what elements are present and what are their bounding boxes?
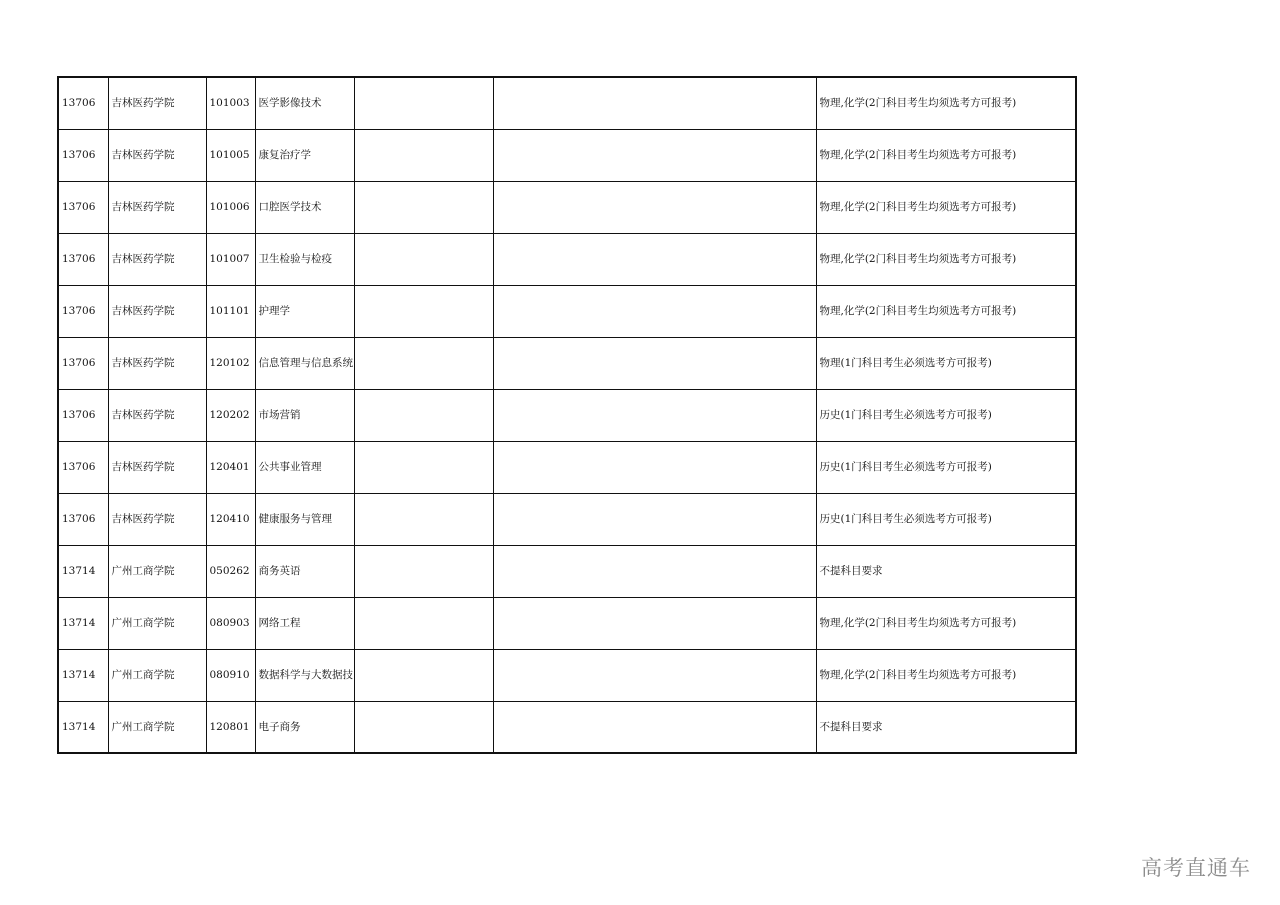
subject-requirement-cell: 物理,化学(2门科目考生均须选考方可报考) bbox=[816, 233, 1076, 285]
institution-code-cell: 13714 bbox=[58, 545, 108, 597]
blank-cell bbox=[493, 77, 816, 129]
blank-cell bbox=[354, 389, 493, 441]
table-row bbox=[58, 649, 1076, 701]
institution-name-cell: 广州工商学院 bbox=[108, 597, 206, 649]
blank-cell bbox=[354, 285, 493, 337]
blank-cell bbox=[354, 649, 493, 701]
table-row bbox=[58, 545, 1076, 597]
blank-cell bbox=[354, 441, 493, 493]
table-row bbox=[58, 233, 1076, 285]
subject-requirement-cell: 物理(1门科目考生必须选考方可报考) bbox=[816, 337, 1076, 389]
subject-requirement-cell: 物理,化学(2门科目考生均须选考方可报考) bbox=[816, 285, 1076, 337]
major-name-cell: 网络工程 bbox=[255, 597, 354, 649]
blank-cell bbox=[354, 181, 493, 233]
watermark: 高考直通车 bbox=[1141, 856, 1251, 880]
blank-cell bbox=[354, 493, 493, 545]
subject-requirement-cell: 历史(1门科目考生必须选考方可报考) bbox=[816, 441, 1076, 493]
table-row bbox=[58, 441, 1076, 493]
institution-name-cell: 吉林医药学院 bbox=[108, 337, 206, 389]
institution-name-cell: 吉林医药学院 bbox=[108, 285, 206, 337]
blank-cell bbox=[493, 285, 816, 337]
major-code-cell: 101006 bbox=[206, 181, 255, 233]
subject-requirement-cell: 物理,化学(2门科目考生均须选考方可报考) bbox=[816, 181, 1076, 233]
institution-name-cell: 广州工商学院 bbox=[108, 701, 206, 753]
blank-cell bbox=[493, 181, 816, 233]
blank-cell bbox=[354, 337, 493, 389]
major-name-cell: 市场营销 bbox=[255, 389, 354, 441]
major-code-cell: 120102 bbox=[206, 337, 255, 389]
institution-name-cell: 吉林医药学院 bbox=[108, 129, 206, 181]
blank-cell bbox=[493, 389, 816, 441]
subject-requirement-cell: 历史(1门科目考生必须选考方可报考) bbox=[816, 389, 1076, 441]
subject-requirement-cell: 不提科目要求 bbox=[816, 545, 1076, 597]
blank-cell bbox=[354, 129, 493, 181]
major-name-cell: 电子商务 bbox=[255, 701, 354, 753]
subject-requirements-table bbox=[57, 76, 1077, 754]
institution-name-cell: 广州工商学院 bbox=[108, 545, 206, 597]
major-name-cell: 健康服务与管理 bbox=[255, 493, 354, 545]
blank-cell bbox=[493, 337, 816, 389]
major-code-cell: 101003 bbox=[206, 77, 255, 129]
major-name-cell: 公共事业管理 bbox=[255, 441, 354, 493]
major-name-cell: 医学影像技术 bbox=[255, 77, 354, 129]
institution-name-cell: 吉林医药学院 bbox=[108, 493, 206, 545]
table-row bbox=[58, 701, 1076, 753]
institution-name-cell: 吉林医药学院 bbox=[108, 389, 206, 441]
institution-code-cell: 13706 bbox=[58, 441, 108, 493]
major-code-cell: 120401 bbox=[206, 441, 255, 493]
major-code-cell: 050262 bbox=[206, 545, 255, 597]
blank-cell bbox=[493, 129, 816, 181]
table-row bbox=[58, 181, 1076, 233]
institution-code-cell: 13714 bbox=[58, 597, 108, 649]
blank-cell bbox=[354, 597, 493, 649]
major-code-cell: 120801 bbox=[206, 701, 255, 753]
institution-code-cell: 13706 bbox=[58, 77, 108, 129]
institution-code-cell: 13706 bbox=[58, 233, 108, 285]
table-row bbox=[58, 597, 1076, 649]
blank-cell bbox=[493, 597, 816, 649]
subject-requirement-cell: 物理,化学(2门科目考生均须选考方可报考) bbox=[816, 649, 1076, 701]
institution-code-cell: 13706 bbox=[58, 389, 108, 441]
blank-cell bbox=[493, 701, 816, 753]
institution-code-cell: 13706 bbox=[58, 181, 108, 233]
subject-requirement-cell: 物理,化学(2门科目考生均须选考方可报考) bbox=[816, 77, 1076, 129]
blank-cell bbox=[354, 233, 493, 285]
major-code-cell: 080910 bbox=[206, 649, 255, 701]
institution-code-cell: 13714 bbox=[58, 701, 108, 753]
major-name-cell: 卫生检验与检疫 bbox=[255, 233, 354, 285]
major-name-cell: 商务英语 bbox=[255, 545, 354, 597]
institution-code-cell: 13706 bbox=[58, 129, 108, 181]
table-row bbox=[58, 389, 1076, 441]
blank-cell bbox=[493, 649, 816, 701]
blank-cell bbox=[493, 441, 816, 493]
blank-cell bbox=[354, 701, 493, 753]
major-code-cell: 080903 bbox=[206, 597, 255, 649]
blank-cell bbox=[354, 77, 493, 129]
institution-code-cell: 13706 bbox=[58, 337, 108, 389]
table-row bbox=[58, 77, 1076, 129]
blank-cell bbox=[493, 233, 816, 285]
table-row bbox=[58, 129, 1076, 181]
table-row bbox=[58, 285, 1076, 337]
major-code-cell: 120202 bbox=[206, 389, 255, 441]
table-row bbox=[58, 337, 1076, 389]
major-name-cell: 口腔医学技术 bbox=[255, 181, 354, 233]
table-body bbox=[58, 77, 1076, 753]
major-name-cell: 康复治疗学 bbox=[255, 129, 354, 181]
institution-code-cell: 13706 bbox=[58, 493, 108, 545]
subject-requirement-cell: 物理,化学(2门科目考生均须选考方可报考) bbox=[816, 129, 1076, 181]
major-code-cell: 101101 bbox=[206, 285, 255, 337]
major-code-cell: 120410 bbox=[206, 493, 255, 545]
major-name-cell: 护理学 bbox=[255, 285, 354, 337]
blank-cell bbox=[493, 493, 816, 545]
subject-requirement-cell: 历史(1门科目考生必须选考方可报考) bbox=[816, 493, 1076, 545]
major-code-cell: 101005 bbox=[206, 129, 255, 181]
major-name-cell: 信息管理与信息系统 bbox=[255, 337, 354, 389]
subject-requirement-cell: 不提科目要求 bbox=[816, 701, 1076, 753]
table-row bbox=[58, 493, 1076, 545]
institution-name-cell: 广州工商学院 bbox=[108, 649, 206, 701]
institution-code-cell: 13706 bbox=[58, 285, 108, 337]
institution-name-cell: 吉林医药学院 bbox=[108, 181, 206, 233]
institution-name-cell: 吉林医药学院 bbox=[108, 441, 206, 493]
institution-code-cell: 13714 bbox=[58, 649, 108, 701]
subject-requirement-cell: 物理,化学(2门科目考生均须选考方可报考) bbox=[816, 597, 1076, 649]
major-name-cell: 数据科学与大数据技 bbox=[255, 649, 354, 701]
blank-cell bbox=[493, 545, 816, 597]
blank-cell bbox=[354, 545, 493, 597]
institution-name-cell: 吉林医药学院 bbox=[108, 233, 206, 285]
institution-name-cell: 吉林医药学院 bbox=[108, 77, 206, 129]
major-code-cell: 101007 bbox=[206, 233, 255, 285]
